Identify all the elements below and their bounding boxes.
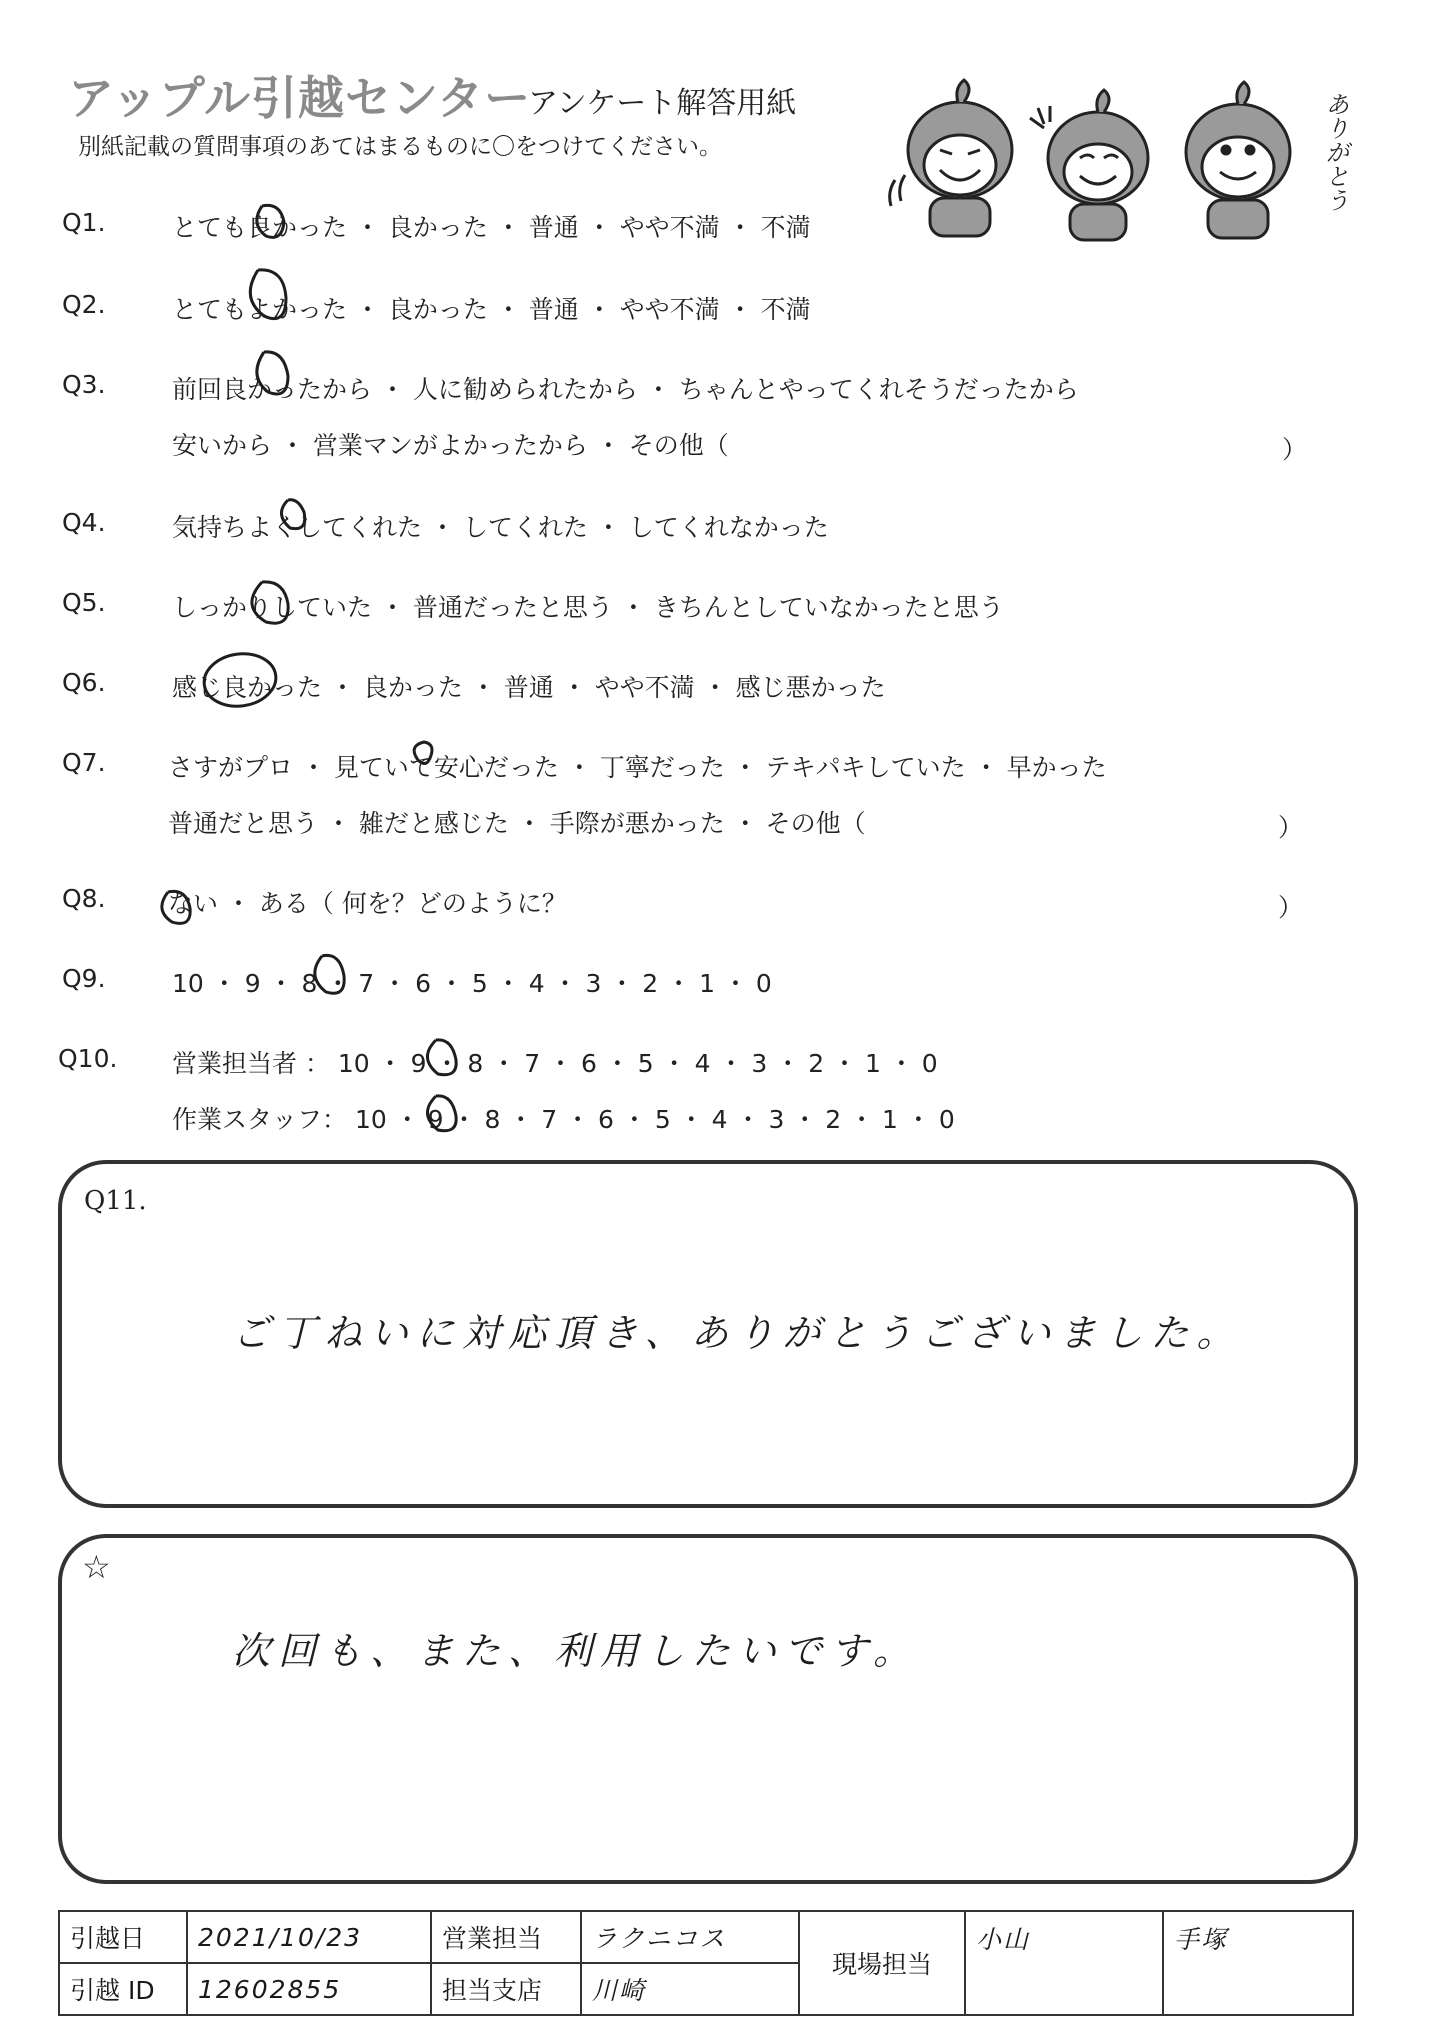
q2-options: とてもよかった ・ 良かった ・ 普通 ・ やや不満 ・ 不満 xyxy=(172,295,811,324)
moving-id-value: 12602855 xyxy=(187,1963,431,2015)
q7-options-line2: 普通だと思う ・ 雑だと感じた ・ 手際が悪かった ・ その他（ xyxy=(168,809,866,838)
mascot-caption: ありがとう xyxy=(1321,92,1349,212)
branch-label: 担当支店 xyxy=(431,1963,581,2015)
branch-value: 川崎 xyxy=(581,1963,799,2015)
brand-title: アップル引越センター xyxy=(68,71,532,125)
info-table xyxy=(58,1910,1354,2016)
sales-label: 営業担当 xyxy=(431,1911,581,1963)
site-label: 現場担当 xyxy=(799,1911,965,2015)
q9-label: Q9. xyxy=(62,964,106,993)
q11-handwritten-comment: ご丁ねいに対応頂き、ありがとうございました。 xyxy=(232,1311,1243,1355)
q8-close-paren: ） xyxy=(1278,893,1304,922)
q8-options: ない ・ ある（ 何を？どのように？ xyxy=(168,889,567,918)
q8-label: Q8. xyxy=(62,884,106,913)
q3-options-line1: 前回良かったから ・ 人に勧められたから ・ ちゃんとやってくれそうだったから xyxy=(172,375,1079,404)
q1-options: とても良かった ・ 良かった ・ 普通 ・ やや不満 ・ 不満 xyxy=(172,213,811,242)
star-comment-box xyxy=(58,1534,1358,1884)
q3-close-paren: ） xyxy=(1282,435,1308,464)
star-handwritten-comment: 次回も、また、利用したいです。 xyxy=(232,1629,919,1673)
q4-label: Q4. xyxy=(62,508,106,537)
q7-label: Q7. xyxy=(62,748,106,777)
q3-label: Q3. xyxy=(62,370,106,399)
moving-id-label: 引越 ID xyxy=(59,1963,187,2015)
q5-label: Q5. xyxy=(62,588,106,617)
moving-date-label: 引越日 xyxy=(59,1911,187,1963)
site-staff-1: 小山 xyxy=(965,1911,1163,2015)
sales-name-value: ラクニコス xyxy=(581,1911,799,1963)
q10-staff-scale: 作業スタッフ： 10 ・ 9 ・ 8 ・ 7 ・ 6 ・ 5 ・ 4 ・ 3 ・ 2 ・ 1 ・ 0 xyxy=(172,1105,955,1134)
q10-label: Q10. xyxy=(58,1044,118,1073)
moving-date-value: 2021/10/23 xyxy=(187,1911,431,1963)
q4-options: 気持ちよくしてくれた ・ してくれた ・ してくれなかった xyxy=(172,513,829,542)
q11-label: Q11. xyxy=(84,1186,147,1216)
star-label: ☆ xyxy=(82,1548,111,1586)
q2-label: Q2. xyxy=(62,290,106,319)
instruction-text: 別紙記載の質問事項のあてはまるものに〇をつけてください。 xyxy=(78,134,722,160)
q10-sales-scale: 営業担当者 ： 10 ・ 9 ・ 8 ・ 7 ・ 6 ・ 5 ・ 4 ・ 3 ・ 2 ・ 1 ・ 0 xyxy=(172,1049,938,1078)
q6-label: Q6. xyxy=(62,668,106,697)
q7-close-paren: ） xyxy=(1278,813,1304,842)
q1-label: Q1. xyxy=(62,208,106,237)
q7-options-line1: さすがプロ ・ 見ていて安心だった ・ 丁寧だった ・ テキパキしていた ・ 早かった xyxy=(168,753,1107,782)
q9-scale: 10 ・ 9 ・ 8 ・ 7 ・ 6 ・ 5 ・ 4 ・ 3 ・ 2 ・ 1 ・ 0 xyxy=(172,969,772,998)
q5-options: しっかりしていた ・ 普通だったと思う ・ きちんとしていなかったと思う xyxy=(172,593,1004,622)
site-staff-2: 手塚 xyxy=(1163,1911,1353,2015)
q3-options-line2: 安いから ・ 営業マンがよかったから ・ その他（ xyxy=(172,431,729,460)
q6-options: 感じ良かった ・ 良かった ・ 普通 ・ やや不満 ・ 感じ悪かった xyxy=(172,673,886,702)
form-subtitle: アンケート解答用紙 xyxy=(528,86,797,121)
